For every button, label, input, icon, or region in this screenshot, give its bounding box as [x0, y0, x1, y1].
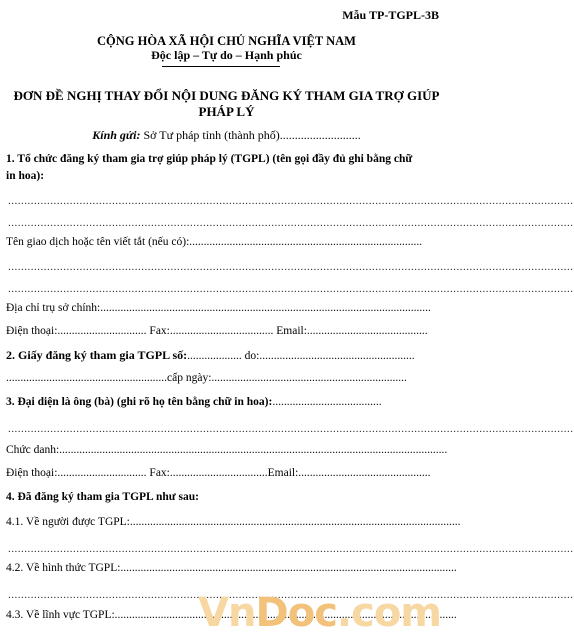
hq-address-field[interactable]: Địa chỉ trụ sở chính:...................................................................................................................: [6, 302, 431, 314]
vndoc-watermark: [198, 590, 441, 636]
section4-2-field[interactable]: 4.2. Về hình thức TGPL:.....................................................................................................................: [6, 562, 457, 574]
contact-field-1[interactable]: Điện thoại:............................... Fax:.................................... Email:..........................................: [6, 325, 428, 337]
addressee-label: Kính gửi:: [92, 128, 141, 142]
section2-fill[interactable]: ................... do:......................................................: [187, 350, 415, 362]
form-code: Mẫu TP-TGPL-3B: [342, 8, 439, 22]
section3-fill[interactable]: ......................................: [272, 396, 382, 408]
national-motto: Độc lập – Tự do – Hạnh phúc: [151, 48, 302, 62]
section1-heading-line1: 1. Tổ chức đăng ký tham gia trợ giúp pháp lý (TGPL) (tên gọi đầy đủ ghi bằng chữ: [6, 153, 413, 165]
addressee-text: Sở Tư pháp tỉnh (thành phố)...........................: [140, 128, 361, 142]
section2-label: 2. Giấy đăng ký tham gia TGPL số:: [6, 348, 188, 362]
section1-fill-line[interactable]: ..............................................................................................................................................................................: [8, 195, 574, 207]
contact-field-2[interactable]: Điện thoại:............................... Fax:..................................Email:..............................................: [6, 467, 431, 479]
section4-heading: 4. Đã đăng ký tham gia TGPL như sau:: [6, 491, 199, 503]
document-title-line2: PHÁP LÝ: [198, 104, 255, 119]
document-title-line1: ĐƠN ĐỀ NGHỊ THAY ĐỔI NỘI DUNG ĐĂNG KÝ THAM GIA TRỢ GIÚP: [13, 88, 440, 103]
section2-line1[interactable]: [6, 348, 438, 363]
section4-2-fill-line[interactable]: ..............................................................................................................................................................................: [8, 589, 574, 601]
section4-1-field[interactable]: 4.1. Về người được TGPL:...................................................................................................................: [6, 516, 461, 528]
trade-name-fill-line[interactable]: ..............................................................................................................................................................................: [8, 283, 574, 295]
watermark-part-com: .com: [336, 590, 441, 636]
section1-fill-line[interactable]: ..............................................................................................................................................................................: [8, 217, 574, 229]
addressee: [0, 128, 453, 143]
section2-line2[interactable]: ........................................................cấp ngày:....................................................................: [6, 372, 407, 384]
position-field[interactable]: Chức danh:.......................................................................................................................................: [6, 444, 448, 456]
trade-name-fill-line[interactable]: ..............................................................................................................................................................................: [8, 261, 574, 273]
section3-fill-line[interactable]: ..............................................................................................................................................................................: [8, 423, 574, 435]
national-title: CỘNG HÒA XÃ HỘI CHỦ NGHĨA VIỆT NAM: [97, 34, 356, 48]
watermark-part-vn: Vn: [198, 590, 256, 636]
watermark-part-doc: Doc: [255, 590, 337, 636]
section1-heading-line2: in hoa):: [6, 170, 45, 182]
section3-heading: [6, 396, 438, 408]
section4-3-field[interactable]: 4.3. Về lĩnh vực TGPL:.......................................................................................................................: [6, 609, 457, 621]
trade-name-field[interactable]: Tên giao dịch hoặc tên viết tắt (nếu có):.................................................................................: [6, 236, 423, 248]
section4-1-fill-line[interactable]: ..............................................................................................................................................................................: [8, 543, 574, 555]
section3-label: 3. Đại diện là ông (bà) (ghi rõ họ tên bằng chữ in hoa):: [6, 396, 273, 408]
motto-underline: [162, 66, 280, 67]
